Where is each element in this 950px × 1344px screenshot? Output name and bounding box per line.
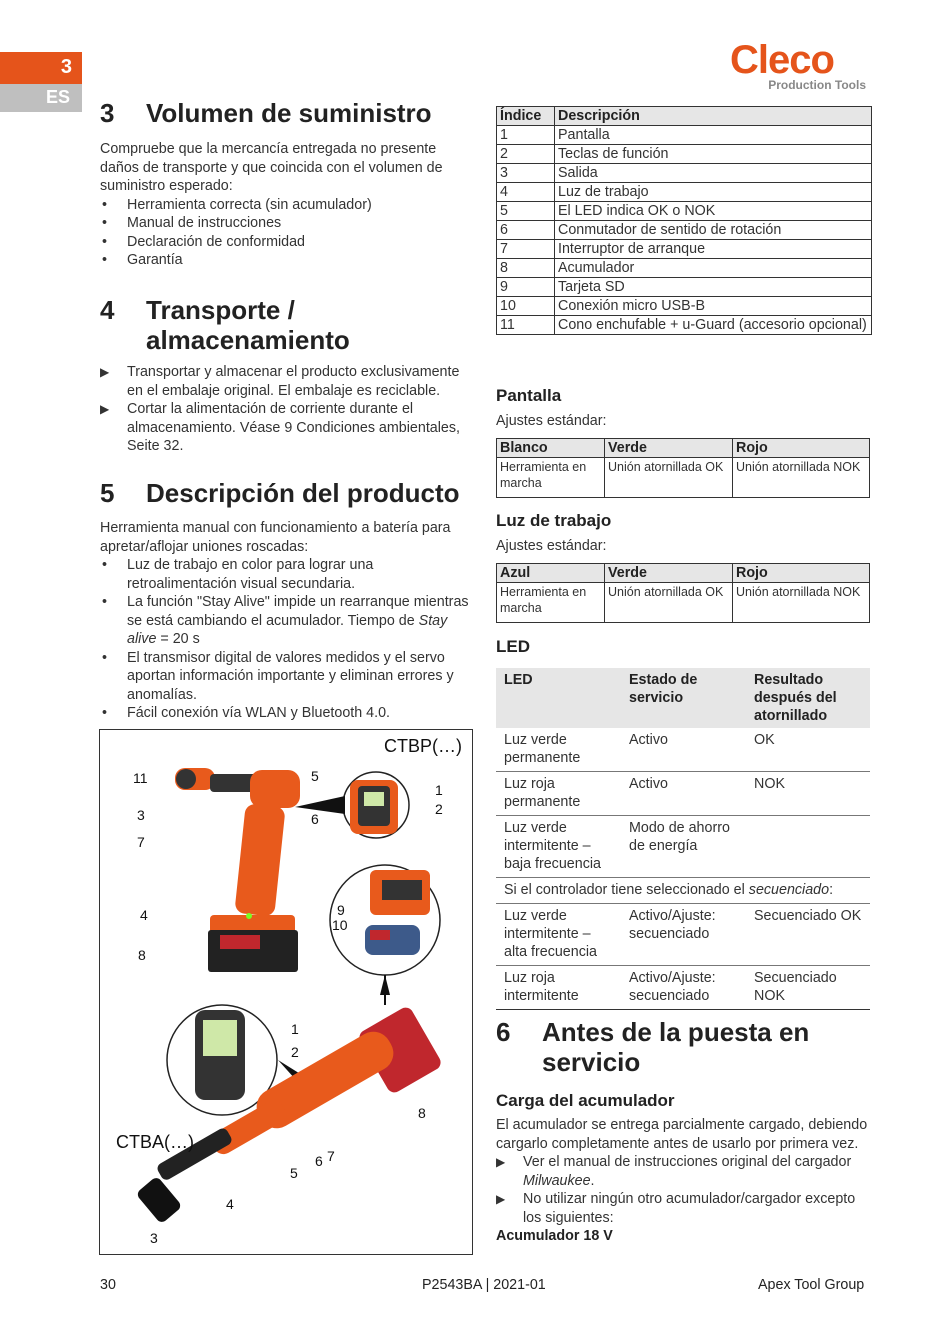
pantalla-table	[496, 438, 870, 498]
table-row: Luz verde permanente Activo OK	[496, 728, 870, 772]
instruction-item: ▶ Ver el manual de instrucciones original del cargador Milwaukee.	[496, 1153, 872, 1190]
list-item: • Herramienta correcta (sin acumulador)	[100, 196, 472, 215]
document-id: P2543BA | 2021-01	[422, 1277, 546, 1293]
ctba-label: CTBA(…)	[116, 1132, 194, 1152]
product-figure	[99, 729, 473, 1255]
section-5-body	[100, 519, 472, 723]
table-row: 6 Conmutador de sentido de rotación	[497, 221, 872, 240]
table-header: Verde	[605, 439, 733, 458]
callout: 11	[133, 770, 148, 786]
charging-heading: Carga del acumulador	[496, 1091, 675, 1110]
table-row: 3 Salida	[497, 164, 872, 183]
table-row: 7 Interruptor de arranque	[497, 240, 872, 259]
section-3-body	[100, 140, 472, 270]
callout: 3	[150, 1230, 158, 1246]
table-row: 9 Tarjeta SD	[497, 278, 872, 297]
table-row: 5 El LED indica OK o NOK	[497, 202, 872, 221]
instruction-item: ▶ Cortar la alimentación de corriente durante el almacenamiento. Véase 9 Condiciones ambientales, Seite 32.	[100, 400, 472, 456]
table-header: Verde	[605, 564, 733, 583]
instruction-item: ▶ No utilizar ningún otro acumulador/cargador excepto los siguientes:	[496, 1190, 872, 1227]
callout: 8	[418, 1105, 426, 1121]
led-heading: LED	[496, 637, 530, 656]
section-4-heading: 4 Transporte / almacenamiento	[100, 295, 350, 355]
callout: 6	[311, 811, 319, 827]
table-row: 4 Luz de trabajo	[497, 183, 872, 202]
table-row: Luz roja intermitente Activo/Ajuste: secuenciado Secuenciado NOK	[496, 966, 870, 1010]
callout: 7	[327, 1148, 335, 1164]
led-table	[496, 668, 870, 1010]
table-header: Rojo	[733, 564, 870, 583]
feature-list	[100, 556, 472, 723]
table-header: LED	[496, 668, 621, 728]
callout: 7	[137, 834, 145, 850]
callout: 2	[291, 1044, 299, 1060]
section-6-heading: 6 Antes de la puesta en servicio	[496, 1017, 810, 1077]
table-note-row: Si el controlador tiene seleccionado el secuenciado:	[496, 878, 870, 904]
pantalla-subtitle: Ajustes estándar:	[496, 413, 607, 429]
table-row: 11 Cono enchufable + u-Guard (accesorio opcional)	[497, 316, 872, 335]
section-5-intro: Herramienta manual con funcionamiento a batería para apretar/aflojar uniones roscadas:	[100, 520, 451, 555]
table-row: Luz verde intermitente – alta frecuencia Activo/Ajuste: secuenciado Secuenciado OK	[496, 904, 870, 966]
callout: 3	[137, 807, 145, 823]
section-6-intro: El acumulador se entrega parcialmente cargado, debiendo cargarlo completamente antes de usarlo por primera vez.	[496, 1117, 868, 1152]
table-header: Índice	[497, 107, 555, 126]
logo-word: Cleco	[730, 38, 834, 82]
table-row: 10 Conexión micro USB-B	[497, 297, 872, 316]
section-6-body	[496, 1116, 872, 1246]
callout: 10	[332, 917, 348, 933]
section-3-heading: 3 Volumen de suministro	[100, 98, 432, 128]
section-5-heading: 5 Descripción del producto	[100, 478, 460, 508]
section-4-body	[100, 363, 472, 456]
company-name: Apex Tool Group	[758, 1277, 865, 1293]
callout: 2	[435, 801, 443, 817]
table-row: 1 Pantalla	[497, 126, 872, 145]
list-item: • La función "Stay Alive" impide un rearranque mientras se está cambiando el acumulador. Tiempo de Stay alive = 20 s	[100, 593, 472, 649]
callout: 1	[291, 1021, 299, 1037]
callout: 4	[226, 1196, 234, 1212]
pistol-tool	[175, 768, 300, 972]
list-item: • Declaración de conformidad	[100, 233, 472, 252]
list-item: • El transmisor digital de valores medidos y el servo aportan información importante y eliminan errores y anomalías.	[100, 649, 472, 705]
table-header: Estado de servicio	[621, 668, 746, 728]
table-row: Luz verde intermitente – baja frecuencia Modo de ahorro de energía	[496, 816, 870, 878]
callout: 9	[337, 902, 345, 918]
table-row: 8 Acumulador	[497, 259, 872, 278]
table-row: Luz roja permanente Activo NOK	[496, 772, 870, 816]
table-header: Descripción	[555, 107, 872, 126]
index-table	[496, 106, 872, 335]
table-row: Herramienta en marcha Unión atornillada OK Unión atornillada NOK	[497, 583, 870, 623]
callout: 5	[311, 768, 319, 784]
callout: 1	[435, 782, 443, 798]
pantalla-heading: Pantalla	[496, 386, 562, 405]
table-header: Azul	[497, 564, 605, 583]
list-item: • Fácil conexión vía WLAN y Bluetooth 4.0.	[100, 704, 472, 723]
page-number: 30	[100, 1277, 116, 1293]
battery-label: Acumulador 18 V	[496, 1228, 613, 1244]
list-item: • Luz de trabajo en color para lograr una retroalimentación visual secundaria.	[100, 556, 472, 593]
callout: 6	[315, 1153, 323, 1169]
callout: 5	[290, 1165, 298, 1181]
section-3-intro: Compruebe que la mercancía entregada no presente daños de transporte y que coincida con el volumen de suministro esperado:	[100, 141, 443, 194]
table-row: 2 Teclas de función	[497, 145, 872, 164]
list-item: • Garantía	[100, 251, 472, 270]
logo-subtitle: Production Tools	[768, 78, 866, 92]
chapter-number-tab: 3	[0, 52, 82, 84]
ctbp-label: CTBP(…)	[384, 736, 462, 756]
list-item: • Manual de instrucciones	[100, 214, 472, 233]
language-tab: ES	[0, 84, 82, 112]
luz-heading: Luz de trabajo	[496, 511, 612, 530]
delivery-list	[100, 196, 472, 270]
callout: 8	[138, 947, 146, 963]
luz-subtitle: Ajustes estándar:	[496, 538, 607, 554]
cleco-logo	[730, 40, 872, 94]
instruction-item: ▶ Transportar y almacenar el producto exclusivamente en el embalaje original. El embalaje es reciclable.	[100, 363, 472, 400]
luz-table	[496, 563, 870, 623]
table-row: Herramienta en marcha Unión atornillada OK Unión atornillada NOK	[497, 458, 870, 498]
product-illustration	[100, 730, 473, 1255]
callout: 4	[140, 907, 148, 923]
table-header: Resultado después del atornillado	[746, 668, 870, 728]
table-header: Blanco	[497, 439, 605, 458]
table-header: Rojo	[733, 439, 870, 458]
